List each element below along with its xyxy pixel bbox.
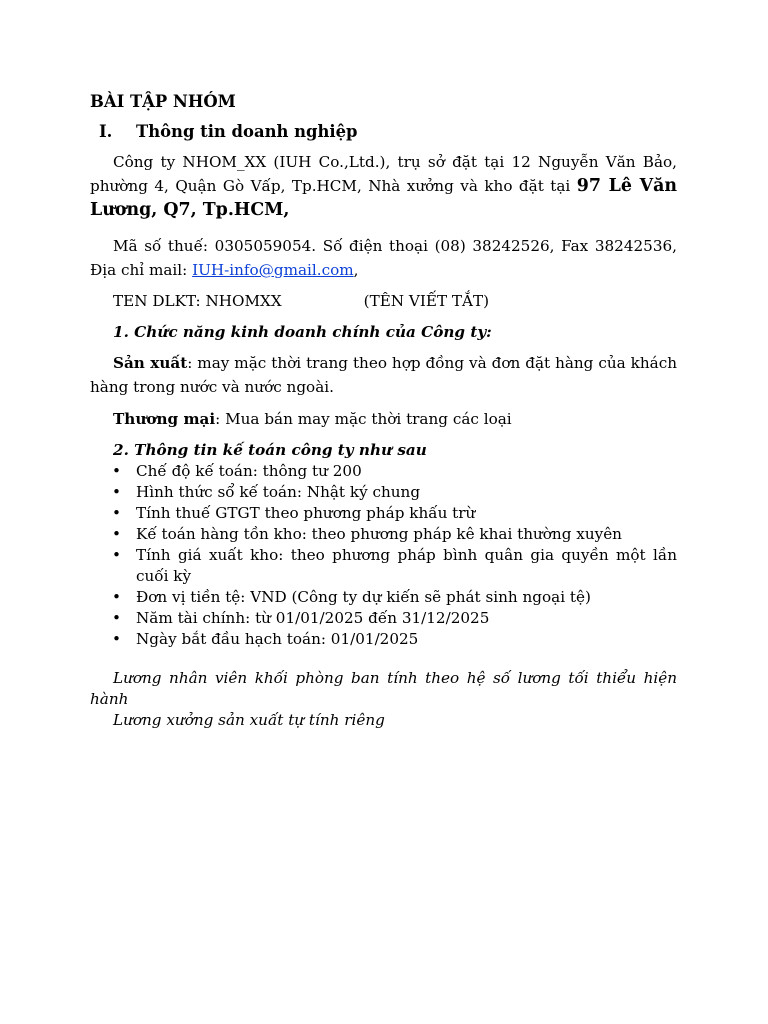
trade-text: : Mua bán may mặc thời trang các loại	[215, 410, 512, 428]
factory-address: 97 Lê Văn Lương, Q7, Tp.HCM,	[90, 176, 677, 220]
dlkt-note: (TÊN VIẾT TẮT)	[363, 292, 490, 310]
list-item: • Tính giá xuất kho: theo phương pháp bình quân gia quyền một lần cuối kỳ	[112, 546, 677, 585]
company-intro-text: Công ty NHOM_XX (IUH Co.,Ltd.), trụ sở đặt tại 12 Nguyễn Văn Bảo, phường 4, Quận Gò Vấp, Tp.HCM, Nhà xưởng và kho đặt tại	[90, 153, 677, 195]
dlkt-label: TEN DLKT: NHOMXX	[113, 292, 282, 310]
subheading-business-functions: 1. Chức năng kinh doanh chính của Công ty:	[113, 323, 492, 341]
list-item: • Chế độ kế toán: thông tư 200	[112, 462, 362, 480]
email-link[interactable]: IUH-info@gmail.com	[192, 261, 354, 279]
bullet-icon: •	[112, 630, 121, 648]
list-item: • Hình thức sổ kế toán: Nhật ký chung	[112, 483, 421, 501]
contact-tail: ,	[353, 261, 359, 279]
list-item: • Năm tài chính: từ 01/01/2025 đến 31/12/2025	[112, 609, 490, 627]
trade-paragraph	[90, 407, 677, 431]
production-paragraph	[90, 351, 677, 399]
subheading-accounting-info: 2. Thông tin kế toán công ty như sau	[113, 441, 427, 459]
list-item: • Đơn vị tiền tệ: VND (Công ty dự kiến sẽ phát sinh ngoại tệ)	[112, 588, 591, 606]
list-item: • Ngày bắt đầu hạch toán: 01/01/2025	[112, 630, 419, 648]
bullet-icon: •	[112, 588, 121, 606]
bullet-icon: •	[112, 462, 121, 480]
production-label: Sản xuất	[113, 354, 188, 372]
bullet-icon: •	[112, 525, 121, 543]
salary-note-office: Lương nhân viên khối phòng ban tính theo hệ số lương tối thiểu hiện hành	[90, 669, 677, 708]
section-heading	[90, 122, 677, 141]
company-intro-paragraph	[90, 150, 677, 222]
bullet-icon: •	[112, 546, 121, 564]
accounting-info-list	[90, 461, 677, 650]
contact-paragraph	[90, 234, 677, 282]
section-heading-text: Thông tin doanh nghiệp	[136, 122, 358, 141]
contact-text: Mã số thuế: 0305059054. Số điện thoại (08) 38242526, Fax 38242536, Địa chỉ mail:	[90, 237, 677, 279]
section-number: I.	[99, 122, 113, 141]
trade-label: Thương mại	[113, 410, 216, 428]
bullet-icon: •	[112, 483, 121, 501]
production-text: : may mặc thời trang theo hợp đồng và đơn đặt hàng của khách hàng trong nước và nước ngoài.	[90, 354, 677, 396]
bullet-icon: •	[112, 609, 121, 627]
list-item: • Tính thuế GTGT theo phương pháp khấu trừ	[112, 504, 476, 522]
document-title: BÀI TẬP NHÓM	[90, 92, 236, 111]
list-item: • Kế toán hàng tồn kho: theo phương pháp kê khai thường xuyên	[112, 525, 622, 543]
dlkt-line	[90, 291, 677, 312]
salary-note-factory: Lương xưởng sản xuất tự tính riêng	[113, 711, 385, 729]
bullet-icon: •	[112, 504, 121, 522]
